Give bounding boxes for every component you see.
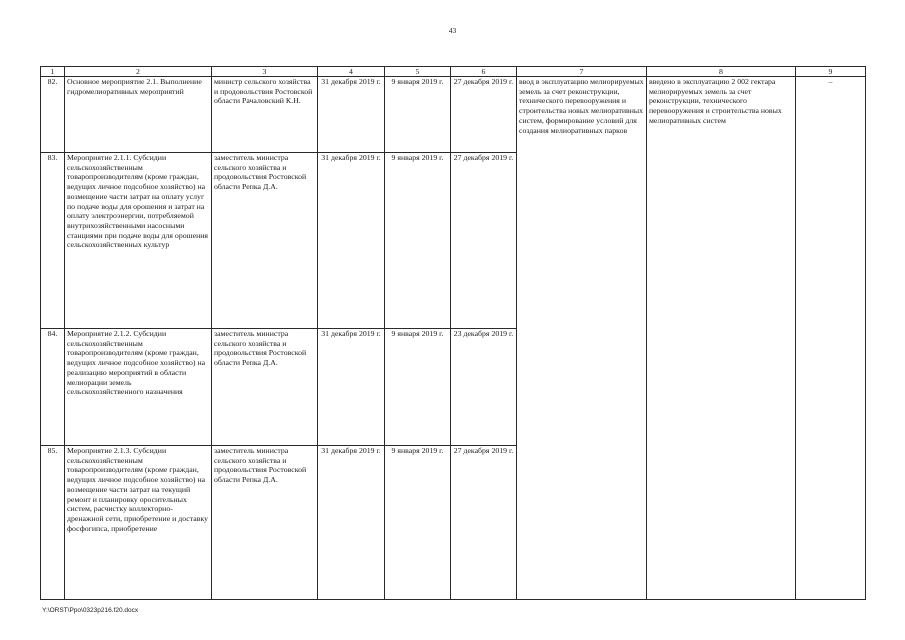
expected-result: ввод в эксплуатацию мелиорируемых земель за счет реконструкции, технического перевооружения и строительства новых мелиоративных систем, формирование условий для создания мелиоративных парков xyxy=(517,77,647,600)
col-header-6: 6 xyxy=(451,67,517,77)
date-start: 9 января 2019 г. xyxy=(385,446,451,600)
col9-value: – xyxy=(796,77,866,153)
col-header-1: 1 xyxy=(41,67,65,77)
col-header-7: 7 xyxy=(517,67,647,77)
col9-empty xyxy=(796,329,866,446)
date-end: 23 декабря 2019 г. xyxy=(451,329,517,446)
date-completion: 31 декабря 2019 г. xyxy=(318,329,385,446)
row-number: 83. xyxy=(41,153,65,329)
col9-empty xyxy=(796,153,866,329)
col-header-2: 2 xyxy=(65,67,212,77)
file-path-footer: Y:\ORST\Ppo\0323p216.f20.docx xyxy=(42,607,139,614)
col-header-8: 8 xyxy=(647,67,796,77)
responsible-person: министр сельского хозяйства и продовольствия Ростовской области Рачаловский К.Н. xyxy=(212,77,318,153)
activity-name: Мероприятие 2.1.2. Субсидии сельскохозяйственным товаропроизводителям (кроме граждан, ведущих личное подсобное хозяйство) на реализацию мероприятий в области мелиорации земель сельскохозяйственного назначения xyxy=(65,329,212,446)
responsible-person: заместитель министра сельского хозяйства и продовольствия Ростовской области Репка Д.А. xyxy=(212,329,318,446)
col-header-9: 9 xyxy=(796,67,866,77)
col-header-5: 5 xyxy=(385,67,451,77)
indicator-result: введено в эксплуатацию 2 002 гектара мелиорируемых земель за счет реконструкции, технического перевооружения и строительства новых мелиоративных систем xyxy=(647,77,796,600)
activity-name: Основное мероприятие 2.1. Выполнение гидромелиоративных мероприятий xyxy=(65,77,212,153)
responsible-person: заместитель министра сельского хозяйства и продовольствия Ростовской области Репка Д.А. xyxy=(212,446,318,600)
header-row xyxy=(41,67,866,77)
table-row xyxy=(41,77,866,153)
date-end: 27 декабря 2019 г. xyxy=(451,77,517,153)
date-end: 27 декабря 2019 г. xyxy=(451,153,517,329)
activity-name: Мероприятие 2.1.3. Субсидии сельскохозяйственным товаропроизводителям (кроме граждан, ведущих личное подсобное хозяйство) на возмещение части затрат на текущий ремонт и планировку оросительных систем, расчистку коллекторно-дренажной сети, приобретение и доставку фосфогипса, приобретение xyxy=(65,446,212,600)
date-start: 9 января 2019 г. xyxy=(385,153,451,329)
responsible-person: заместитель министра сельского хозяйства и продовольствия Ростовской области Репка Д.А. xyxy=(212,153,318,329)
date-completion: 31 декабря 2019 г. xyxy=(318,153,385,329)
row-number: 82. xyxy=(41,77,65,153)
col-header-4: 4 xyxy=(318,67,385,77)
date-start: 9 января 2019 г. xyxy=(385,329,451,446)
date-end: 27 декабря 2019 г. xyxy=(451,446,517,600)
col9-empty xyxy=(796,446,866,600)
activity-name: Мероприятие 2.1.1. Субсидии сельскохозяйственным товаропроизводителям (кроме граждан, ведущих личное подсобное хозяйство) на возмещение части затрат на оплату услуг по подаче воды для орошения и затрат на оплату электроэнергии, потребляемой внутрихозяйственными насосными станциями при подаче воды для орошения сельскохозяйственных культур xyxy=(65,153,212,329)
activities-table xyxy=(40,66,866,600)
date-completion: 31 декабря 2019 г. xyxy=(318,77,385,153)
row-number: 85. xyxy=(41,446,65,600)
date-completion: 31 декабря 2019 г. xyxy=(318,446,385,600)
page-number: 43 xyxy=(448,26,457,35)
date-start: 9 января 2019 г. xyxy=(385,77,451,153)
row-number: 84. xyxy=(41,329,65,446)
col-header-3: 3 xyxy=(212,67,318,77)
